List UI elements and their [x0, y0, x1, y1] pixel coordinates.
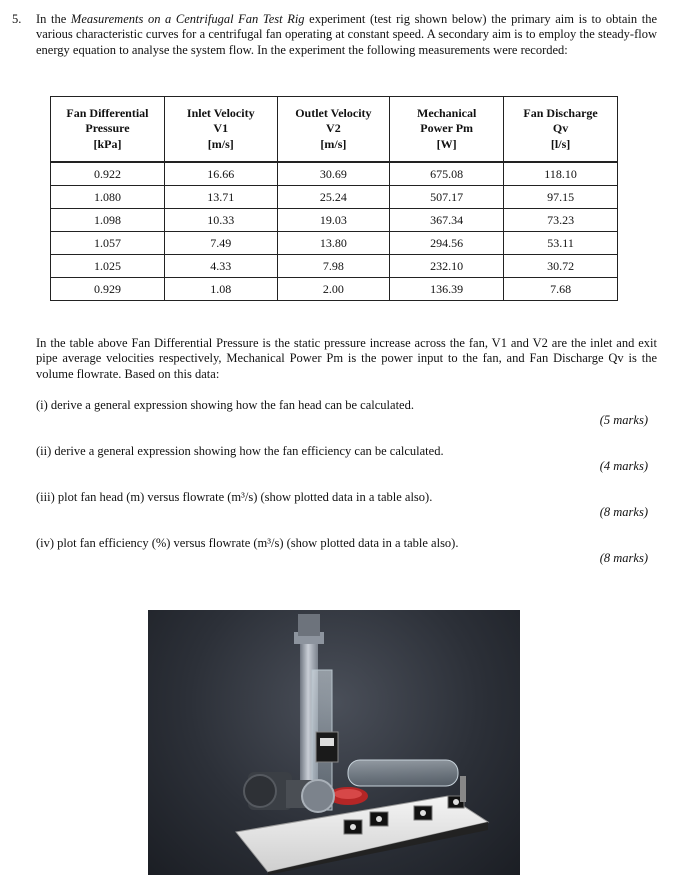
- table-cell: 73.23: [504, 209, 618, 232]
- intro-text-after: experiment (test rig shown below) the primary aim is to obtain the various characteristic curves for a centrifugal fan operating at constant speed. A secondary aim is to employ the steady-flow energy equation to analyse the system flow. In the experiment the following measurements were recorded:: [36, 12, 657, 57]
- subquestion-iv: (iv) plot fan efficiency (%) versus flowrate (m³/s) (show plotted data in a table also).: [36, 536, 459, 550]
- table-cell: 1.025: [51, 255, 165, 278]
- subquestion-iii: (iii) plot fan head (m) versus flowrate (m³/s) (show plotted data in a table also).: [36, 490, 433, 504]
- header-mechanical-power: Mechanical Power Pm [W]: [390, 97, 504, 163]
- table-cell: 7.68: [504, 278, 618, 301]
- table-row: [51, 255, 618, 278]
- measurements-table: [50, 96, 618, 301]
- table-cell: 53.11: [504, 232, 618, 255]
- question-number: 5.: [12, 12, 22, 26]
- table-row: [51, 186, 618, 209]
- marks-i: (5 marks): [599, 413, 648, 427]
- table-cell: 1.080: [51, 186, 165, 209]
- marks-iv: (8 marks): [599, 551, 648, 565]
- intro-text-before: In the: [36, 12, 71, 26]
- table-cell: 19.03: [277, 209, 390, 232]
- subquestion-i: (i) derive a general expression showing how the fan head can be calculated.: [36, 398, 414, 412]
- test-rig-photo: [148, 610, 520, 875]
- table-cell: 1.098: [51, 209, 165, 232]
- horizontal-glass-tube: [348, 760, 458, 786]
- table-cell: 7.98: [277, 255, 390, 278]
- table-cell: 232.10: [390, 255, 504, 278]
- table-row: [51, 209, 618, 232]
- table-cell: 118.10: [504, 162, 618, 186]
- table-explanation-paragraph: In the table above Fan Differential Pressure is the static pressure increase across the fan, V1 and V2 are the inlet and exit pipe average velocities respectively, Mechanical Power Pm is the power input to the fan, and Fan Discharge Qv is the volume flowrate. Based on this data:: [36, 336, 657, 381]
- table-cell: 675.08: [390, 162, 504, 186]
- subquestion-ii: (ii) derive a general expression showing how the fan efficiency can be calculated.: [36, 444, 444, 458]
- table-header-row: [51, 97, 618, 163]
- table-cell: 2.00: [277, 278, 390, 301]
- table-cell: 0.929: [51, 278, 165, 301]
- table-row: [51, 278, 618, 301]
- table-cell: 1.08: [164, 278, 277, 301]
- fan-housing: [302, 780, 334, 812]
- table-cell: 25.24: [277, 186, 390, 209]
- experiment-title: Measurements on a Centrifugal Fan Test Rig: [70, 12, 305, 26]
- table-row: [51, 162, 618, 186]
- header-fan-discharge: Fan Discharge Qv [l/s]: [504, 97, 618, 163]
- fan-test-rig-illustration: [148, 610, 520, 875]
- table-cell: 10.33: [164, 209, 277, 232]
- table-cell: 16.66: [164, 162, 277, 186]
- header-fan-differential-pressure: Fan Differential Pressure [kPa]: [51, 97, 165, 163]
- marks-ii: (4 marks): [599, 459, 648, 473]
- table-cell: 13.80: [277, 232, 390, 255]
- table-cell: 30.72: [504, 255, 618, 278]
- table-cell: 0.922: [51, 162, 165, 186]
- header-inlet-velocity: Inlet Velocity V1 [m/s]: [164, 97, 277, 163]
- table-cell: 13.71: [164, 186, 277, 209]
- table-cell: 97.15: [504, 186, 618, 209]
- table-cell: 367.34: [390, 209, 504, 232]
- marks-iii: (8 marks): [599, 505, 648, 519]
- header-outlet-velocity: Outlet Velocity V2 [m/s]: [277, 97, 390, 163]
- table-cell: 7.49: [164, 232, 277, 255]
- table-cell: 507.17: [390, 186, 504, 209]
- table-cell: 1.057: [51, 232, 165, 255]
- table-cell: 136.39: [390, 278, 504, 301]
- question-intro: [36, 12, 657, 58]
- table-cell: 294.56: [390, 232, 504, 255]
- table-cell: 4.33: [164, 255, 277, 278]
- pressure-meter: [316, 732, 338, 762]
- table-row: [51, 232, 618, 255]
- table-cell: 30.69: [277, 162, 390, 186]
